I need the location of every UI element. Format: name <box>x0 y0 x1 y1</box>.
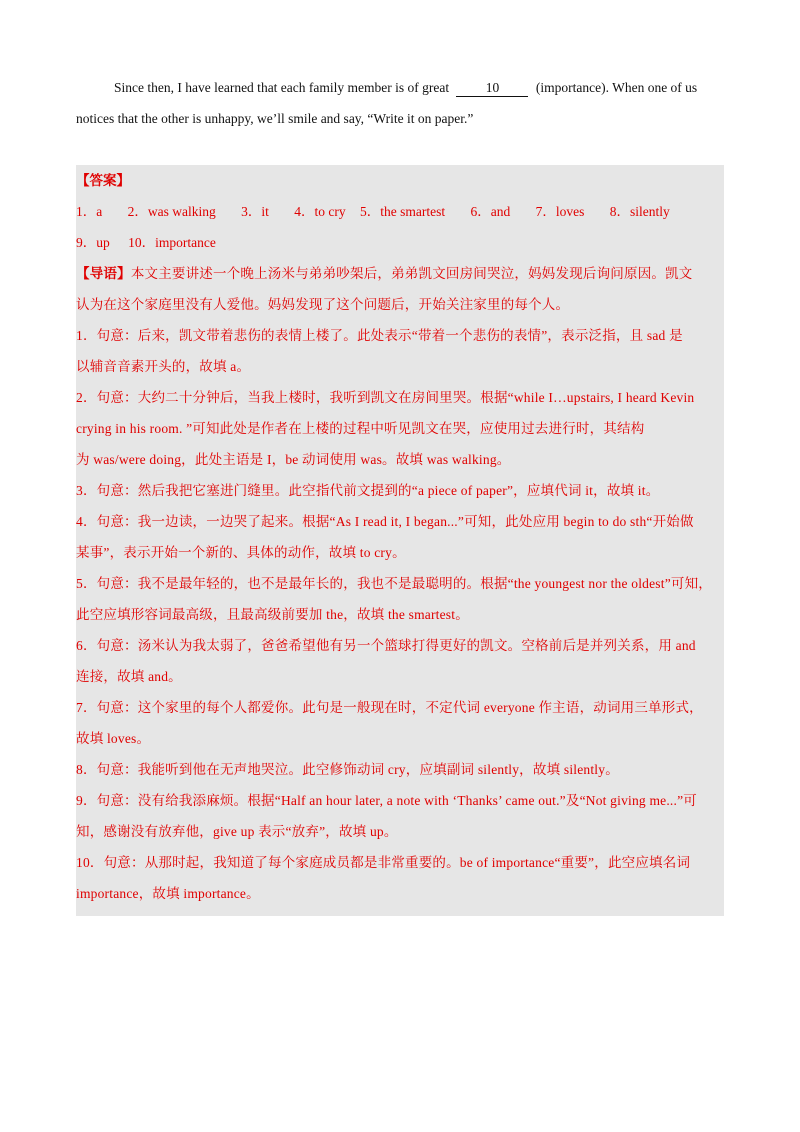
answer-row-1 <box>76 196 726 227</box>
answer-item: 4．to cry <box>294 204 346 219</box>
answer-heading: 【答案】 <box>76 173 130 188</box>
guide-text: 本文主要讲述一个晚上汤米与弟弟吵架后，弟弟凯文回房间哭泣，妈妈发现后询问原因。凯文 <box>130 266 693 281</box>
explanation-line: 1．句意：后来，凯文带着悲伤的表情上楼了。此处表示“带着一个悲伤的表情”，表示泛指，且 sad 是 <box>76 328 683 343</box>
explanation-line: 3．句意：然后我把它塞进门缝里。此空指代前文提到的“a piece of paper”，应填代词 it，故填 it。 <box>76 483 660 498</box>
passage-line-2: notices that the other is unhappy, we’ll smile and say, “Write it on paper.” <box>76 111 474 126</box>
explanation-line: 5．句意：我不是最年轻的，也不是最年长的，我也不是最聪明的。根据“the youngest nor the oldest”可知， <box>76 576 713 591</box>
explanation-line: 6．句意：汤米认为我太弱了，爸爸希望他有另一个篮球打得更好的凯文。空格前后是并列关系，用 and <box>76 638 696 653</box>
passage-excerpt <box>76 72 726 134</box>
guide-label: 【导语】 <box>76 266 131 281</box>
answer-item: 7．loves <box>535 204 585 219</box>
explanation-line: 4．句意：我一边读，一边哭了起来。根据“As I read it, I began...”可知，此处应用 begin to do sth“开始做 <box>76 514 694 529</box>
explanation-line: 此空应填形容词最高级，且最高级前要加 the，故填 the smartest。 <box>76 607 469 622</box>
explanation-line: 7．句意：这个家里的每个人都爱你。此句是一般现在时，不定代词 everyone 作主语，动词用三单形式， <box>76 700 703 715</box>
blank-10: 10 <box>456 80 528 97</box>
explanation-line: 10．句意：从那时起，我知道了每个家庭成员都是非常重要的。be of importance“重要”，此空应填名词 <box>76 855 691 870</box>
guide-line-2: 认为在这个家庭里没有人爱他。妈妈发现了这个问题后，开始关注家里的每个人。 <box>76 297 570 312</box>
answer-item: 2．was walking <box>127 204 216 219</box>
explanation-line: 9．句意：没有给我添麻烦。根据“Half an hour later, a note with ‘Thanks’ came out.”及“Not giving me...”可 <box>76 793 697 808</box>
explanation-line: 故填 loves。 <box>76 731 151 746</box>
answer-item: 8．silently <box>609 204 670 219</box>
explanation-line: 8．句意：我能听到他在无声地哭泣。此空修饰动词 cry，应填副词 silently，故填 silently。 <box>76 762 619 777</box>
explanation-line: 某事”，表示开始一个新的、具体的动作，故填 to cry。 <box>76 545 406 560</box>
answer-content <box>76 165 726 909</box>
explanation-line: 以辅音音素开头的，故填 a。 <box>76 359 251 374</box>
answer-item: 5．the smartest <box>360 204 446 219</box>
answer-item: 3．it <box>241 204 269 219</box>
answer-item: 1．a <box>76 204 103 219</box>
explanation-line: 2．句意：大约二十分钟后，当我上楼时，我听到凯文在房间里哭。根据“while I…upstairs, I heard Kevin <box>76 390 695 405</box>
explanation-line: 为 was/were doing，此处主语是 I，be 动词使用 was。故填 was walking。 <box>76 452 511 467</box>
explanation-line: crying in his room. ”可知此处是作者在上楼的过程中听见凯文在哭，应使用过去进行时，其结构 <box>76 421 645 436</box>
answer-item: 6．and <box>470 204 511 219</box>
passage-line-1 <box>76 72 726 103</box>
answer-item: 9．up <box>76 235 110 250</box>
guide-line-1 <box>76 258 726 289</box>
explanation-line: 连接，故填 and。 <box>76 669 182 684</box>
passage-text-before-blank: Since then, I have learned that each family member is of great <box>114 80 450 95</box>
passage-text-after-blank: (importance). When one of us <box>535 80 698 95</box>
answer-panel <box>76 165 724 916</box>
answer-item: 10．importance <box>128 235 216 250</box>
explanation-line: importance，故填 importance。 <box>76 886 260 901</box>
explanation-line: 知，感谢没有放弃他，give up 表示“放弃”，故填 up。 <box>76 824 398 839</box>
answer-row-2 <box>76 227 726 258</box>
